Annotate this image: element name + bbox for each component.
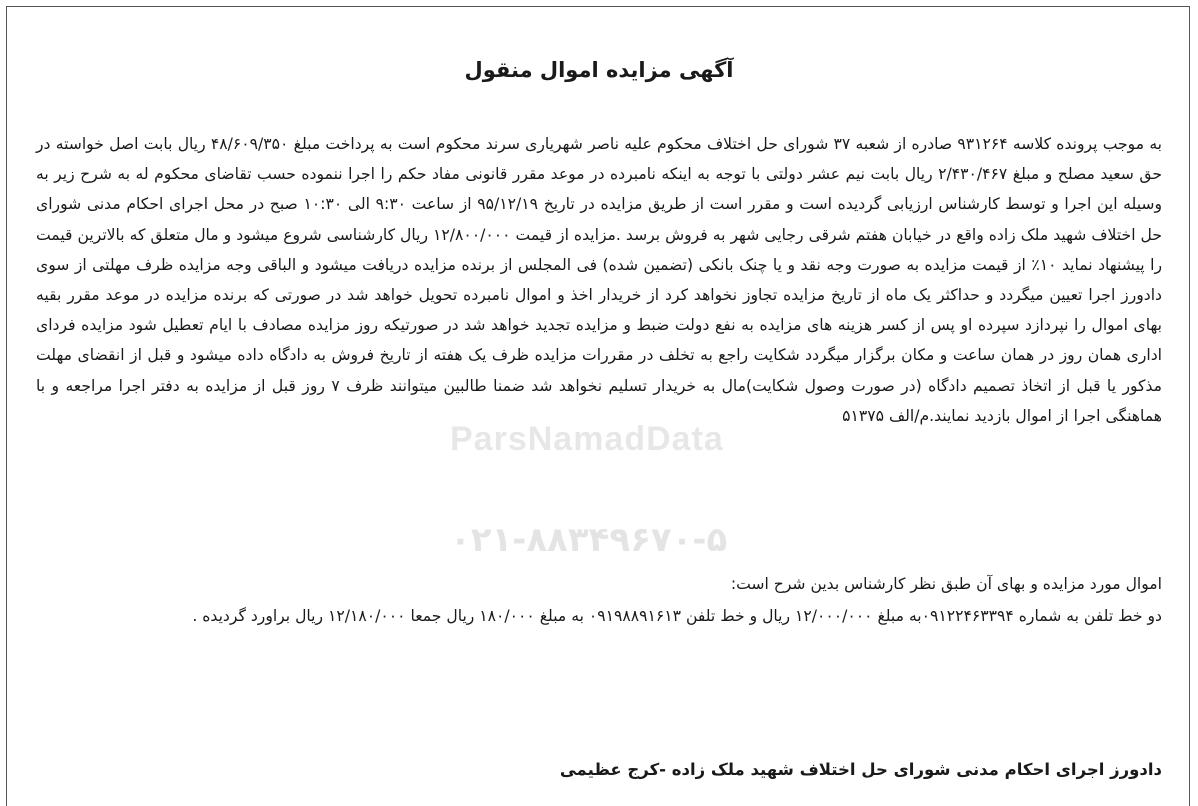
signature: دادورز اجرای احکام مدنی شورای حل اختلاف شهید ملک زاده -کرج عظیمی	[559, 760, 1162, 779]
notice-title: آگهی مزایده اموال منقول	[464, 58, 734, 82]
items-intro: اموال مورد مزایده و بهای آن طبق نظر کارشناس بدین شرح است:	[730, 575, 1162, 593]
watermark-brand: ParsNamadData	[450, 420, 724, 458]
notice-body: به موجب پرونده کلاسه ۹۳۱۲۶۴ صادره از شعبه ۳۷ شورای حل اختلاف محکوم علیه ناصر شهریاری سرند محکوم است به پرداخت مبلغ ۴۸/۶۰۹/۳۵۰ ریال بابت اصل خواسته در حق سعید مصلح و مبلغ ۲/۴۳۰/۴۶۷ ریال بابت نیم عشر دولتی با توجه به اینکه نامبرده در موعد مقرر قانونی مفاد حکم را اجرا ننموده حسب تقاضای محکوم له به شرح زیر به وسیله این اجرا و توسط کارشناس ارزیابی گردیده است و مقرر است از طریق مزایده در تاریخ ۹۵/۱۲/۱۹ از ساعت ۹:۳۰ الی ۱۰:۳۰ صبح در محل اجرای احکام مدنی شورای حل اختلاف شهید ملک زاده واقع در خیابان هفتم شرقی رجایی شهر به فروش برسد .مزایده از قیمت ۱۲/۸۰۰/۰۰۰ ریال کارشناسی شروع میشود و مال متعلق که بالاترین قیمت را پیشنهاد نماید ۱۰٪ از قیمت مزایده به صورت وجه نقد و یا چنک بانکی (تضمین شده) فی المجلس از برنده مزایده دریافت میشود و الباقی وجه مزایده ظرف مهلتی از سوی دادورز اجرا تعیین میگردد و حداکثر یک ماه از تاریخ مزایده تجاوز نخواهد کرد از خریدار اخذ و اموال نامبرده تحویل خواهد شد در صورتی که برنده مزایده در موعد مقرر بقیه بهای اموال را نپردازد سپرده او پس از کسر هزینه های مزایده به نفع دولت ضبط و مزایده تجدید خواهد شد در صورتیکه روز مزایده مصادف با ایام تعطیل شود مزایده فردای اداری همان روز در همان ساعت و مکان برگزار میگردد شکایت راجع به تخلف در مقررات مزایده ظرف یک هفته از تاریخ فروش به دادگاه داده میشود و قبل از انقضای مهلت مذکور یا قبل از اتخاذ تصمیم دادگاه (در صورت وصول شکایت)مال به خریدار تسلیم نخواهد شد ضمنا طالبین میتوانند ظرف ۷ روز قبل از مزایده به دفتر اجرا مراجعه و با هماهنگی اجرا از اموال بازدید نمایند.م/الف ۵۱۳۷۵	[36, 135, 1163, 425]
items-detail: دو خط تلفن به شماره ۰۹۱۲۲۴۶۳۳۹۴به مبلغ ۱۲/۰۰۰/۰۰۰ ریال و خط تلفن ۰۹۱۹۸۸۹۱۶۱۳ به مبلغ ۱۸۰/۰۰۰ ریال جمعا ۱۲/۱۸۰/۰۰۰ ریال براورد گردیده .	[192, 607, 1162, 625]
watermark-phone: ۰۲۱-۸۸۳۴۹۶۷۰-۵	[450, 520, 728, 560]
